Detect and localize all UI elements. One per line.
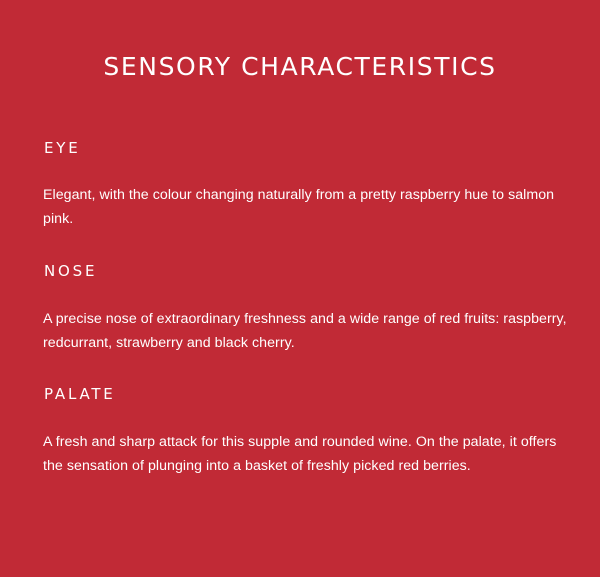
eye-heading: EYE: [44, 139, 81, 157]
nose-heading: NOSE: [44, 262, 98, 280]
palate-heading: PALATE: [44, 385, 116, 403]
palate-description: A fresh and sharp attack for this supple and rounded wine. On the palate, it offers the sensation of plunging into a basket of freshly picked red berries.: [43, 434, 557, 474]
eye-description: Elegant, with the colour changing naturally from a pretty raspberry hue to salmon pink.: [43, 187, 555, 227]
page-title: SENSORY CHARACTERISTICS: [103, 52, 497, 81]
nose-description: A precise nose of extraordinary freshness and a wide range of red fruits: raspberry, redcurrant, strawberry and black cherry.: [43, 311, 567, 351]
